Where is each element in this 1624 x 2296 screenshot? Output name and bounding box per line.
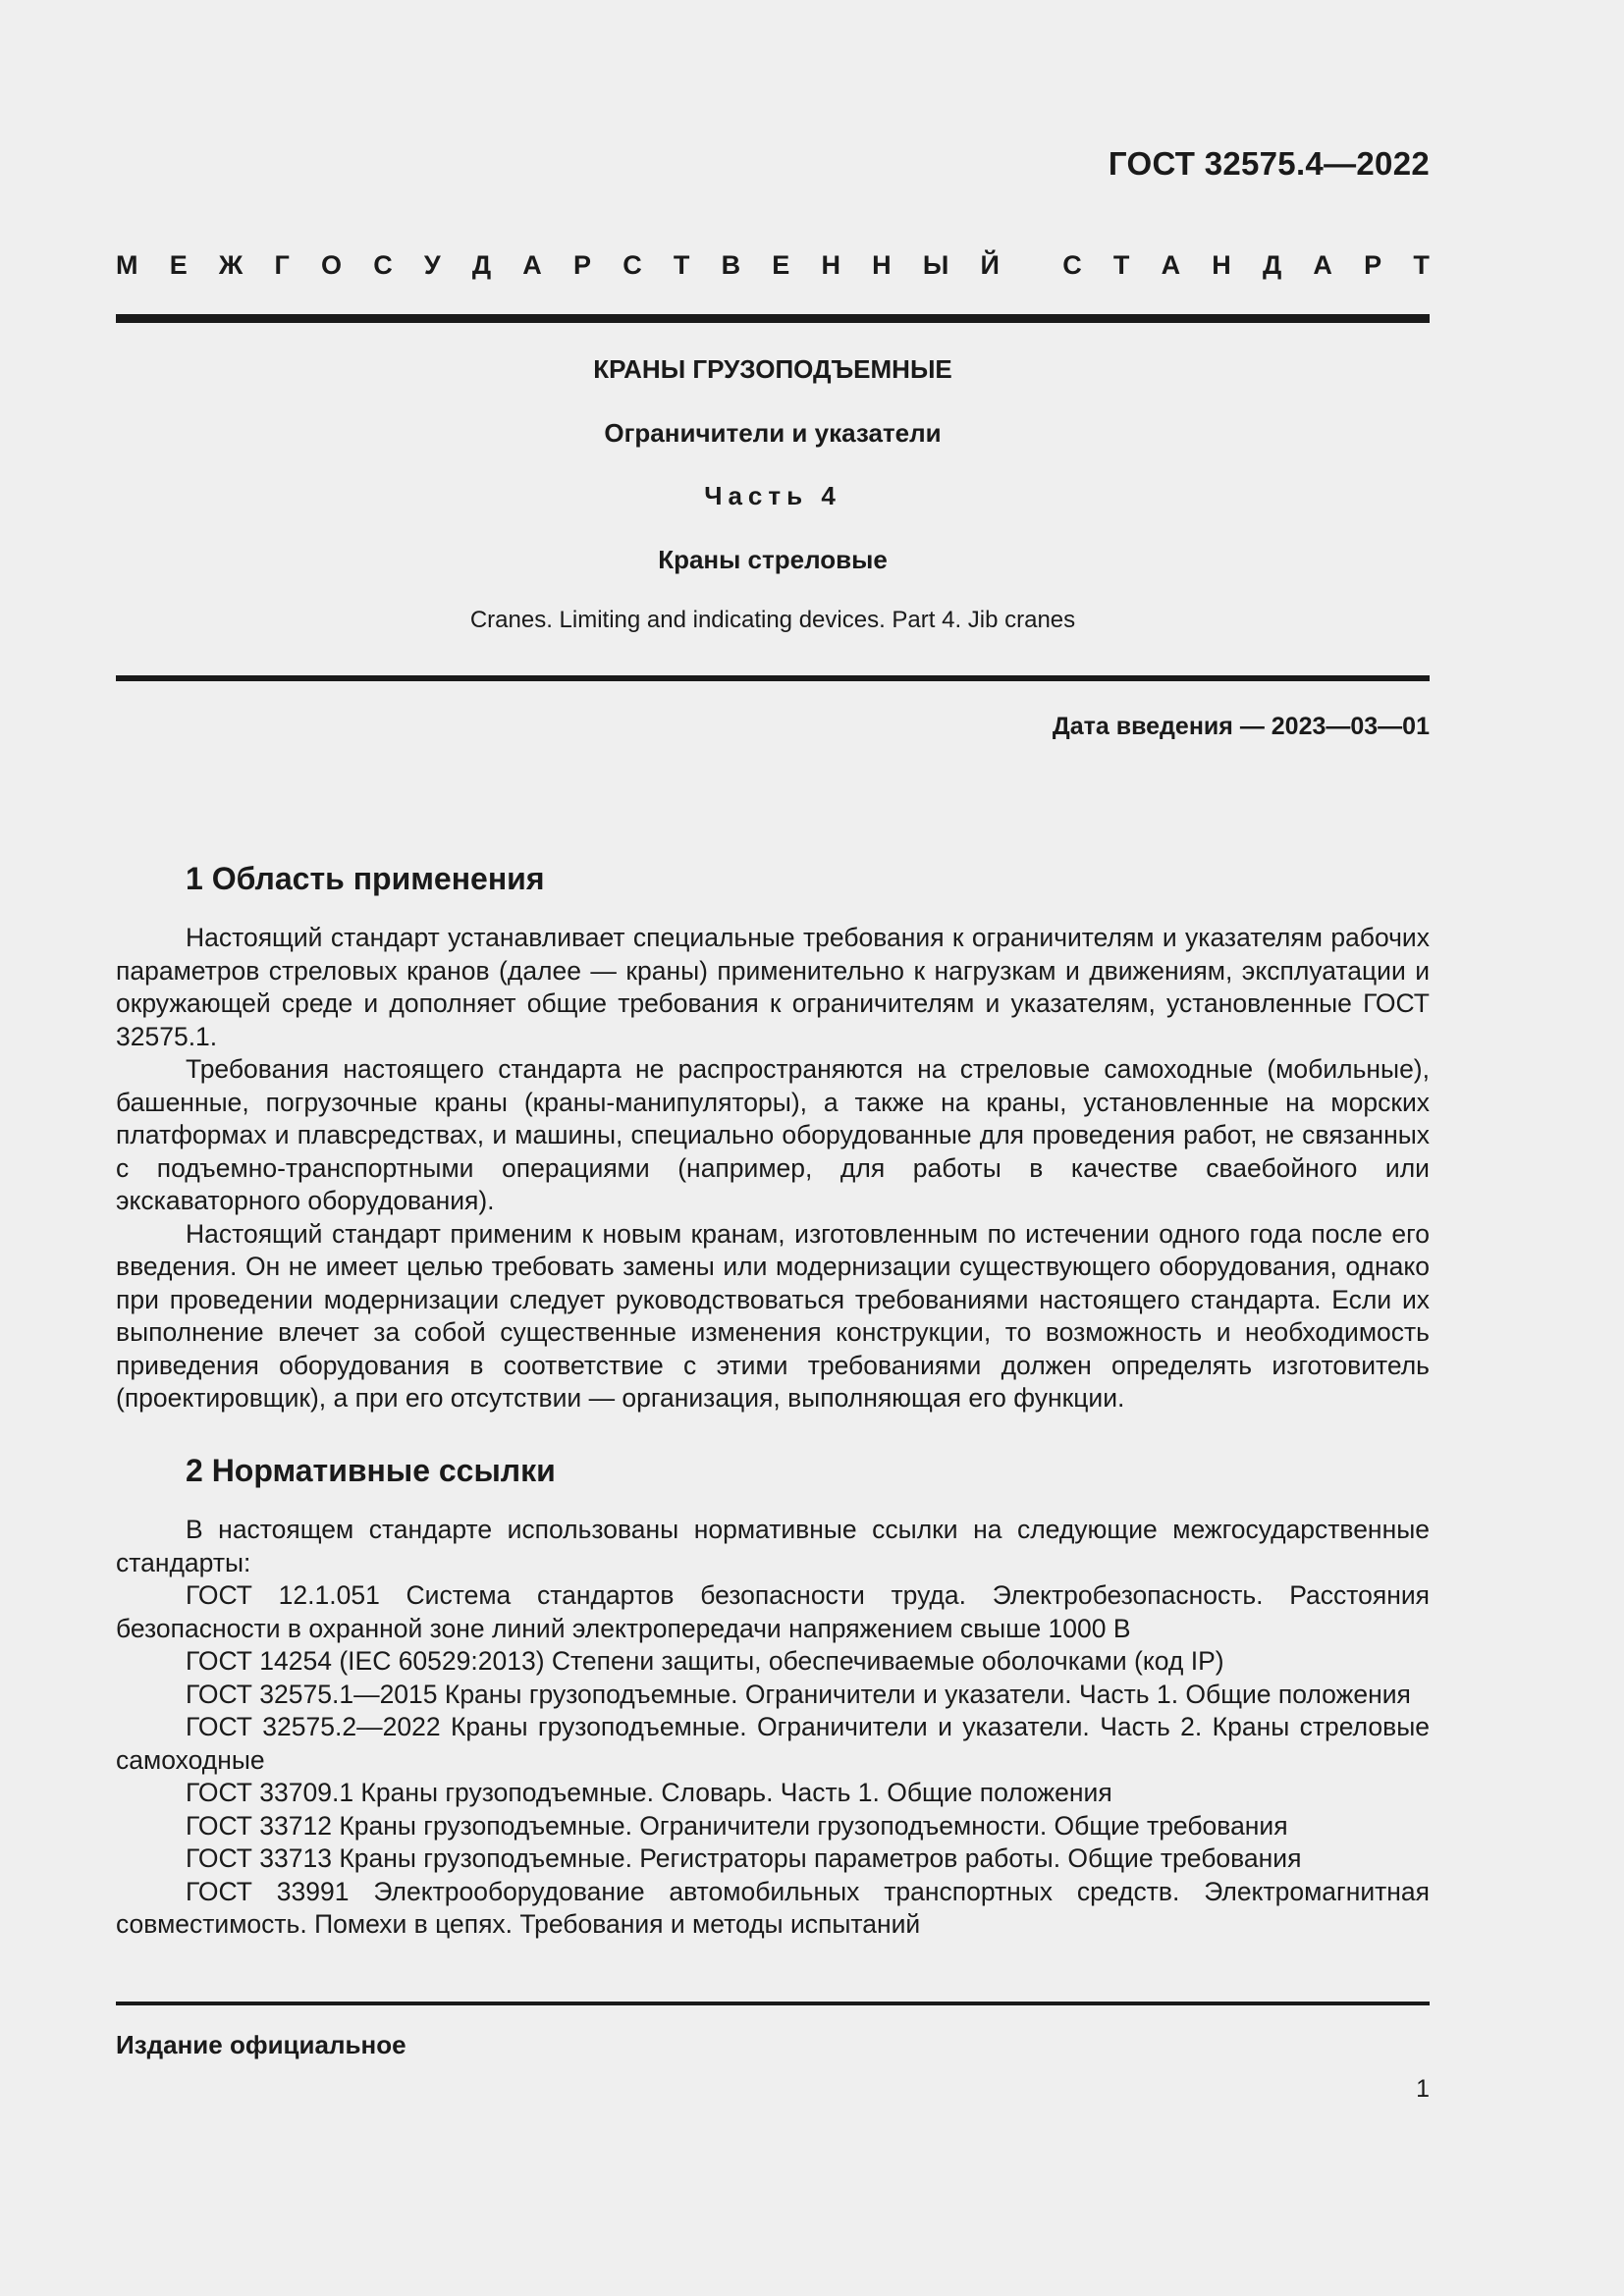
letter: М <box>116 250 138 280</box>
letter: С <box>1062 250 1082 280</box>
letter: У <box>423 250 441 280</box>
paragraph: В настоящем стандарте использованы нормативные ссылки на следующие межгосударственные стандарты: <box>116 1515 1430 1577</box>
document-number: ГОСТ 32575.4—2022 <box>1108 145 1430 182</box>
official-edition-label: Издание официальное <box>116 2030 406 2059</box>
reference-item: ГОСТ 14254 (IEC 60529:2013) Степени защиты, обеспечиваемые оболочками (код IP) <box>186 1646 1224 1676</box>
section-heading-scope: 1 Область применения <box>186 861 545 896</box>
page-number: 1 <box>1416 2075 1430 2103</box>
paragraph: Настоящий стандарт устанавливает специальные требования к ограничителям и указателям рабочих параметров стреловых кранов (далее — краны) применительно к нагрузкам и движениям, эксплуатации и окружающей среде и дополняет общие требования к ограничителям и указателям, установленные ГОСТ 32575.1. <box>116 923 1430 1051</box>
letter: О <box>320 250 342 280</box>
letter: Е <box>169 250 188 280</box>
section-body-normative-references <box>116 1514 1430 1942</box>
reference-item: ГОСТ 32575.1—2015 Краны грузоподъемные. Ограничители и указатели. Часть 1. Общие положения <box>186 1679 1411 1709</box>
letter: Н <box>1212 250 1231 280</box>
letter: Ж <box>218 250 244 280</box>
section-body-scope <box>116 922 1430 1415</box>
document-part: Часть 4 <box>704 481 841 510</box>
letter: В <box>721 250 741 280</box>
letter: С <box>623 250 642 280</box>
reference-item: ГОСТ 33709.1 Краны грузоподъемные. Словарь. Часть 1. Общие положения <box>186 1778 1112 1807</box>
letter: Д <box>1262 250 1282 280</box>
reference-item: ГОСТ 33712 Краны грузоподъемные. Ограничители грузоподъемности. Общие требования <box>186 1810 1288 1841</box>
letter: А <box>1161 250 1181 280</box>
section-heading-normative-references: 2 Нормативные ссылки <box>186 1453 556 1488</box>
letter: Ы <box>922 250 949 280</box>
letter: Е <box>772 250 790 280</box>
letter: Т <box>673 250 690 280</box>
letter: Т <box>1413 250 1430 280</box>
paragraph: Требования настоящего стандарта не распространяются на стреловые самоходные (мобильные), башенные, погрузочные краны (краны-манипуляторы), а также на краны, установленные на морских платформах и плавсредствах, и машины, специально оборудованные для проведения работ, не связанных с подъемно-транспортными операциями (например, для работы в качестве сваебойного или экскаваторного оборудования). <box>116 1054 1430 1215</box>
letter: Г <box>274 250 290 280</box>
document-part-name: Краны стреловые <box>658 545 888 574</box>
letter: Н <box>821 250 840 280</box>
letter: С <box>373 250 393 280</box>
letter: Й <box>980 250 1000 280</box>
letter: Д <box>471 250 492 280</box>
paragraph: Настоящий стандарт применим к новым кранам, изготовленным по истечении одного года после его введения. Он не имеет целью требовать замены или модернизации существующего оборудования, однако при проведении модернизации следует руководствоваться требованиями настоящего стандарта. Если их выполнение влечет за собой существенные изменения конструкции, то возможность и необходимость приведения оборудования в соответствие с этими требованиями должен определять изготовитель (проектировщик), а при его отсутствии — организация, выполняющая его функции. <box>116 1218 1430 1413</box>
standard-kind-heading <box>116 250 1430 281</box>
letter: Р <box>1364 250 1382 280</box>
letter: Т <box>1112 250 1130 280</box>
reference-item: ГОСТ 33991 Электрооборудование автомобильных транспортных средств. Электромагнитная совместимость. Помехи в цепях. Требования и методы испытаний <box>116 1876 1430 1939</box>
reference-item: ГОСТ 32575.2—2022 Краны грузоподъемные. Ограничители и указатели. Часть 2. Краны стреловые самоходные <box>116 1712 1430 1775</box>
reference-item: ГОСТ 12.1.051 Система стандартов безопасности труда. Электробезопасность. Расстояния безопасности в охранной зоне линий электропередачи напряжением свыше 1000 В <box>116 1580 1430 1643</box>
english-title: Cranes. Limiting and indicating devices. Part 4. Jib cranes <box>469 607 1076 633</box>
letter: Р <box>572 250 591 280</box>
reference-item: ГОСТ 33713 Краны грузоподъемные. Регистраторы параметров работы. Общие требования <box>186 1843 1302 1873</box>
document-title: КРАНЫ ГРУЗОПОДЪЕМНЫЕ <box>593 354 952 384</box>
letter: Н <box>872 250 892 280</box>
letter: А <box>522 250 542 280</box>
footer-rule <box>116 2002 1430 2005</box>
introduction-date: Дата введения — 2023—03—01 <box>1052 713 1430 740</box>
top-rule <box>116 314 1430 323</box>
document-subtitle: Ограничители и указатели <box>604 418 942 448</box>
title-rule <box>116 675 1430 681</box>
letter: А <box>1313 250 1332 280</box>
